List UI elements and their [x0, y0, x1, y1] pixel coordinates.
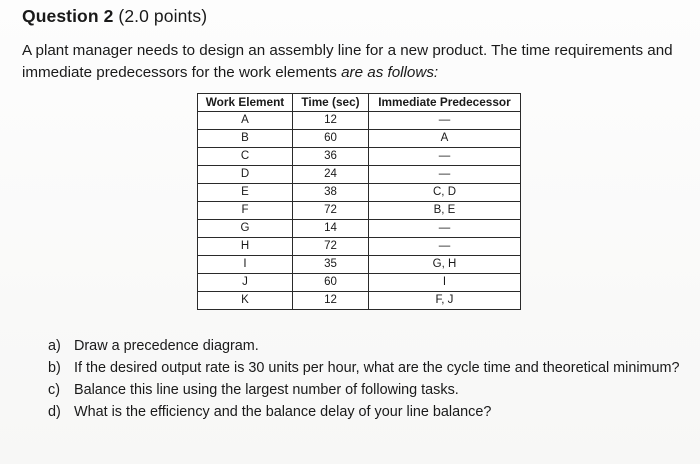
header-time: Time (sec)	[293, 94, 369, 112]
cell-time: 35	[293, 256, 369, 274]
part-label: a)	[48, 338, 61, 354]
cell-time: 60	[293, 274, 369, 292]
question-heading	[22, 6, 207, 27]
cell-element: F	[198, 202, 293, 220]
cell-predecessor: B, E	[369, 202, 521, 220]
question-points: (2.0 points)	[118, 6, 208, 26]
intro-text: A plant manager needs to design an assembly line for a new product. The time requirements and immediate predecessors for the work elements	[22, 42, 673, 81]
table-row	[198, 202, 521, 220]
table-row	[198, 274, 521, 292]
table-row	[198, 148, 521, 166]
table-row	[198, 220, 521, 238]
cell-predecessor: G, H	[369, 256, 521, 274]
cell-element: D	[198, 166, 293, 184]
work-elements-table	[197, 93, 521, 310]
cell-time: 12	[293, 112, 369, 130]
part-text: Draw a precedence diagram.	[74, 338, 259, 354]
list-item	[48, 335, 688, 357]
question-intro	[22, 40, 692, 84]
cell-element: H	[198, 238, 293, 256]
cell-element: A	[198, 112, 293, 130]
part-text: What is the efficiency and the balance delay of your line balance?	[74, 404, 492, 420]
cell-time: 12	[293, 292, 369, 310]
cell-time: 72	[293, 202, 369, 220]
cell-predecessor: —	[369, 220, 521, 238]
cell-predecessor: I	[369, 274, 521, 292]
cell-element: C	[198, 148, 293, 166]
cell-element: I	[198, 256, 293, 274]
cell-time: 14	[293, 220, 369, 238]
part-label: d)	[48, 404, 61, 420]
question-title: Question 2	[22, 6, 114, 26]
part-label: b)	[48, 360, 61, 376]
cell-predecessor: —	[369, 148, 521, 166]
table-row	[198, 130, 521, 148]
cell-time: 60	[293, 130, 369, 148]
cell-time: 72	[293, 238, 369, 256]
table-row	[198, 256, 521, 274]
cell-predecessor: A	[369, 130, 521, 148]
cell-element: G	[198, 220, 293, 238]
header-predecessor: Immediate Predecessor	[369, 94, 521, 112]
table-row	[198, 184, 521, 202]
list-item	[48, 357, 688, 379]
cell-predecessor: —	[369, 238, 521, 256]
table-row	[198, 112, 521, 130]
part-text: Balance this line using the largest number of following tasks.	[74, 382, 459, 398]
cell-predecessor: C, D	[369, 184, 521, 202]
table-row	[198, 166, 521, 184]
cell-element: E	[198, 184, 293, 202]
intro-emphasis: are as follows:	[341, 64, 439, 81]
cell-time: 36	[293, 148, 369, 166]
cell-predecessor: —	[369, 166, 521, 184]
cell-predecessor: F, J	[369, 292, 521, 310]
cell-element: B	[198, 130, 293, 148]
part-label: c)	[48, 382, 60, 398]
table-header-row	[198, 94, 521, 112]
cell-time: 24	[293, 166, 369, 184]
table-row	[198, 292, 521, 310]
cell-predecessor: —	[369, 112, 521, 130]
list-item	[48, 401, 688, 423]
question-parts-list	[48, 335, 688, 423]
list-item	[48, 379, 688, 401]
part-text: If the desired output rate is 30 units per hour, what are the cycle time and theoretical minimum?	[74, 360, 680, 376]
table-row	[198, 238, 521, 256]
header-work-element: Work Element	[198, 94, 293, 112]
cell-element: K	[198, 292, 293, 310]
cell-element: J	[198, 274, 293, 292]
cell-time: 38	[293, 184, 369, 202]
